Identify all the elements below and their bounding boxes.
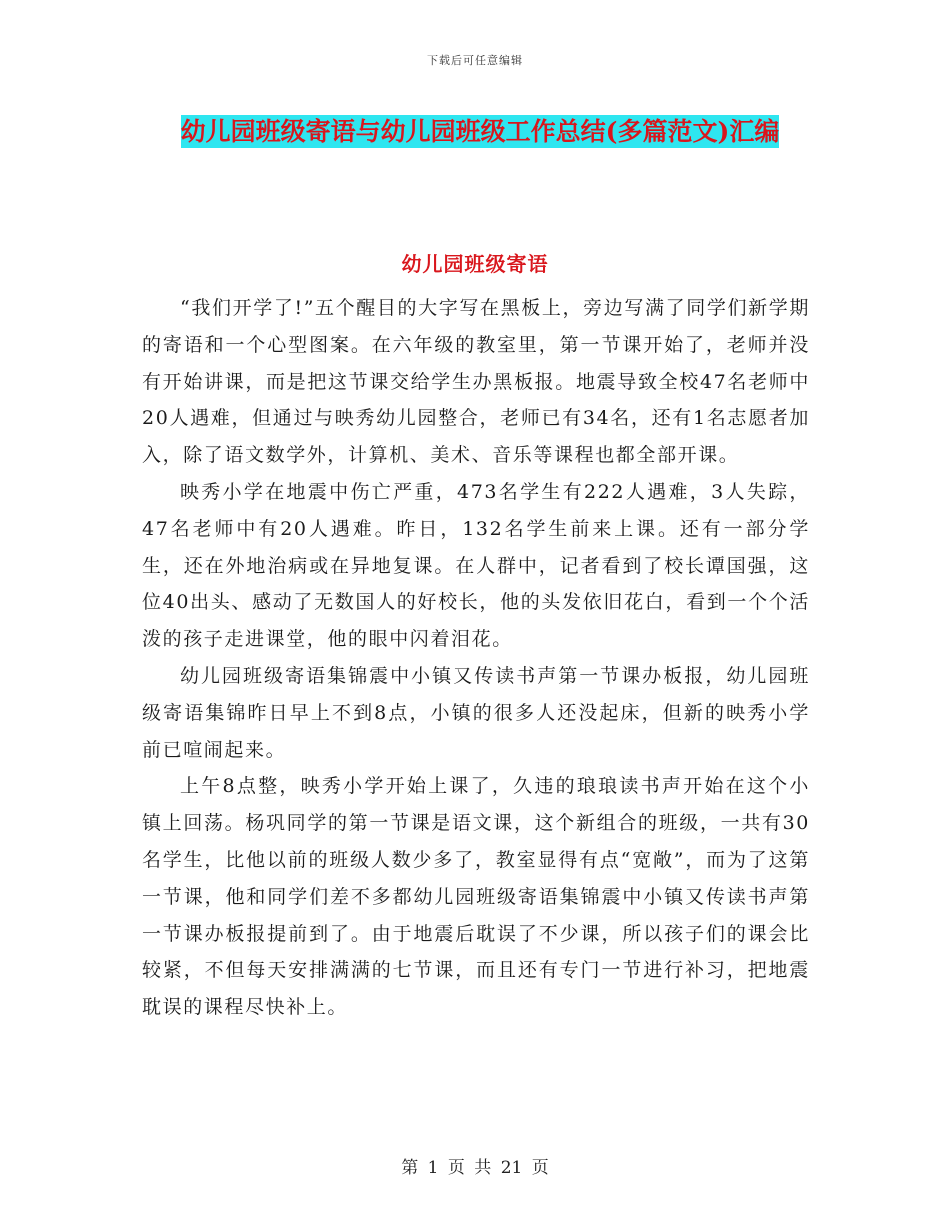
document-body	[142, 290, 810, 1026]
section-title: 幼儿园班级寄语	[401, 252, 549, 276]
page-number: 第 1 页 共 21 页	[401, 1158, 549, 1178]
body-paragraph: “我们开学了!”五个醒目的大字写在黑板上，旁边写满了同学们新学期的寄语和一个心型图案。在六年级的教室里，第一节课开始了，老师并没有开始讲课，而是把这节课交给学生办黑板报。地震导致全校47名老师中20人遇难，但通过与映秀幼儿园整合，老师已有34名，还有1名志愿者加入，除了语文数学外，计算机、美术、音乐等课程也都全部开课。	[142, 297, 810, 467]
download-note: 下载后可任意编辑	[427, 54, 523, 67]
body-paragraph: 幼儿园班级寄语集锦震中小镇又传读书声第一节课办板报，幼儿园班级寄语集锦昨日早上不到8点，小镇的很多人还没起床，但新的映秀小学前已喧闹起来。	[142, 664, 810, 761]
body-paragraph: 映秀小学在地震中伤亡严重，473名学生有222人遇难，3人失踪，47名老师中有20人遇难。昨日，132名学生前来上课。还有一部分学生，还在外地治病或在异地复课。在人群中，记者看到了校长谭国强，这位40出头、感动了无数国人的好校长，他的头发依旧花白，看到一个个活泼的孩子走进课堂，他的眼中闪着泪花。	[142, 480, 810, 651]
body-paragraph: 上午8点整，映秀小学开始上课了，久违的琅琅读书声开始在这个小镇上回荡。杨巩同学的第一节课是语文课，这个新组合的班级，一共有30名学生，比他以前的班级人数少多了，教室显得有点“宽敞”，而为了这第一节课，他和同学们差不多都幼儿园班级寄语集锦震中小镇又传读书声第一节课办板报提前到了。由于地震后耽误了不少课，所以孩子们的课会比较紧，不但每天安排满满的七节课，而且还有专门一节进行补习，把地震耽误的课程尽快补上。	[142, 775, 810, 1019]
document-title	[140, 108, 820, 156]
document-title-text: 幼儿园班级寄语与幼儿园班级工作总结(多篇范文)汇编	[180, 117, 780, 146]
